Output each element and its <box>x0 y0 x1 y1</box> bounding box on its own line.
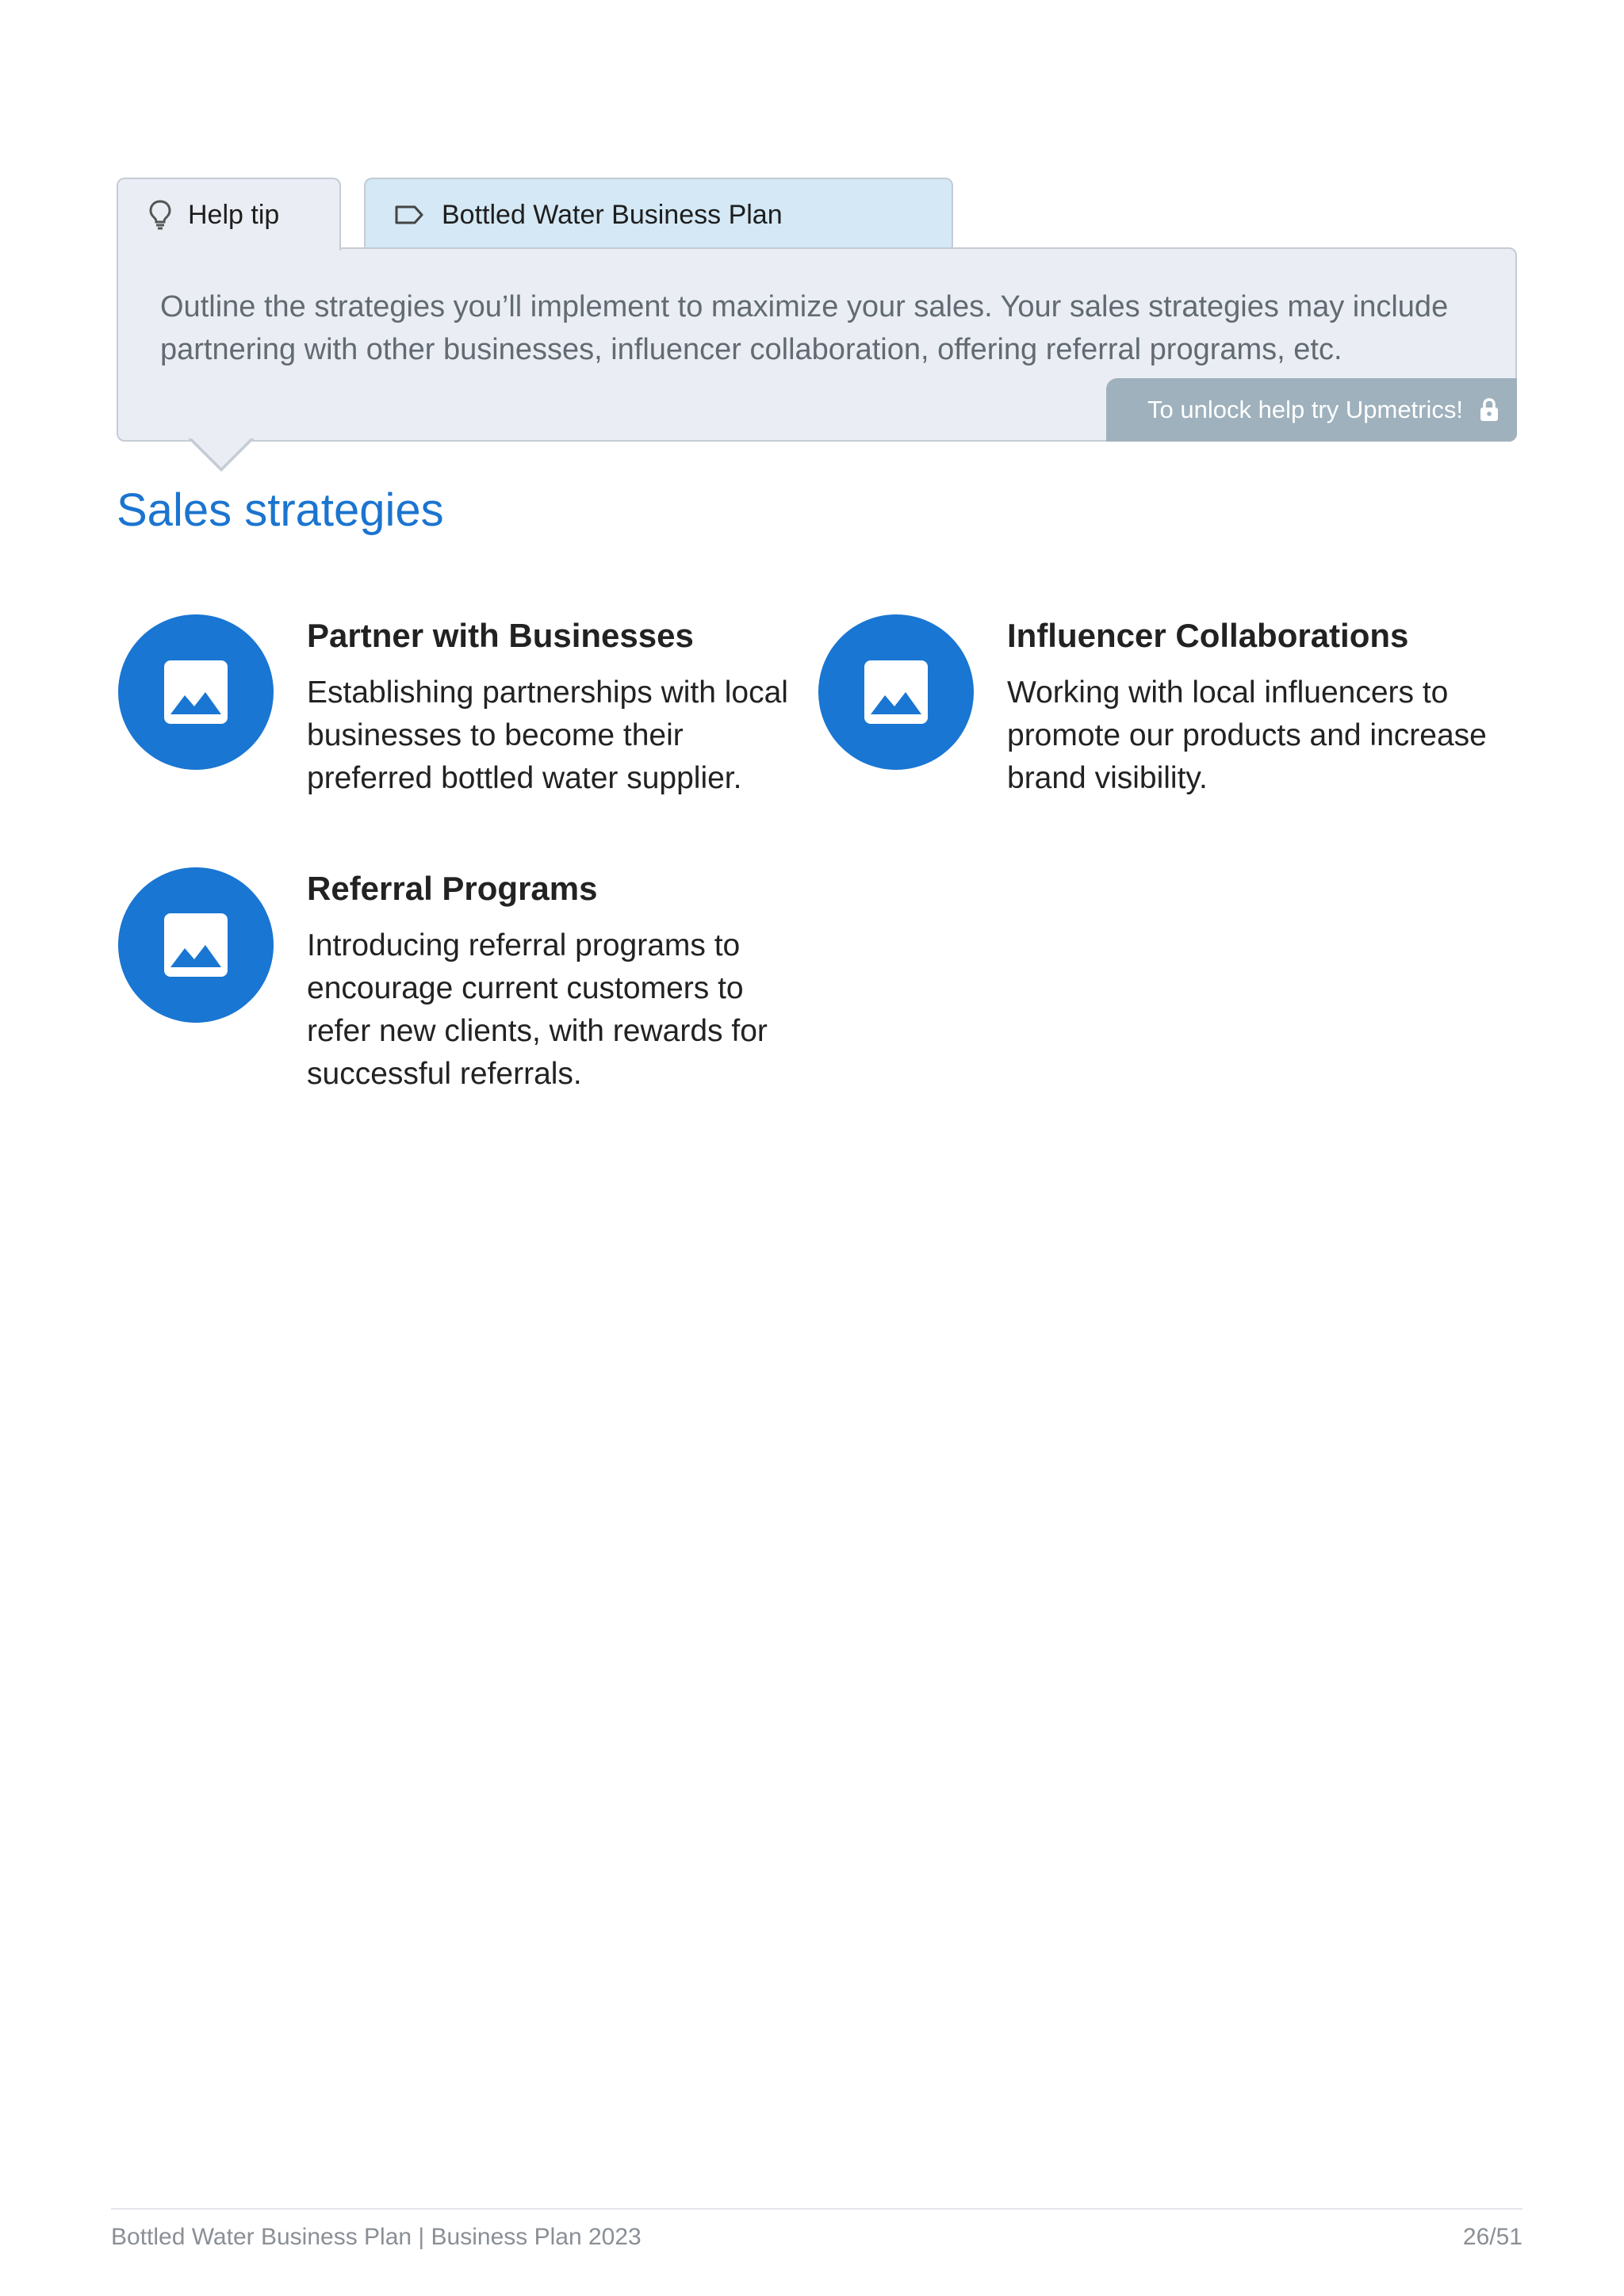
image-icon <box>863 659 929 725</box>
strategy-image-placeholder <box>118 867 274 1023</box>
image-icon <box>163 659 229 725</box>
image-icon <box>163 912 229 978</box>
strategy-title: Influencer Collaborations <box>1007 617 1409 654</box>
help-panel-pointer-fill <box>190 437 252 468</box>
unlock-help-button[interactable] <box>1106 378 1517 442</box>
tab-business-plan-label: Bottled Water Business Plan <box>442 199 783 230</box>
help-tabs <box>117 178 846 249</box>
tab-help-tip-label: Help tip <box>188 199 280 230</box>
footer-page-number: 26/51 <box>1462 2224 1522 2250</box>
section-title: Sales strategies <box>117 484 444 536</box>
footer-divider <box>111 2208 1522 2210</box>
help-tip-panel <box>117 247 1517 442</box>
unlock-help-label: To unlock help try Upmetrics! <box>1147 396 1463 423</box>
strategy-description: Working with local influencers to promote our products and increase brand visibility. <box>1007 675 1487 795</box>
tab-business-plan[interactable] <box>364 178 953 251</box>
strategy-image-placeholder <box>118 614 274 770</box>
strategy-title: Referral Programs <box>307 870 598 907</box>
footer-document-title: Bottled Water Business Plan | Business Plan 2023 <box>111 2224 642 2250</box>
tag-icon <box>394 205 424 225</box>
strategy-description: Establishing partnerships with local businesses to become their preferred bottled water supplier. <box>307 675 788 795</box>
tab-help-tip[interactable] <box>117 178 341 251</box>
strategy-image-placeholder <box>818 614 974 770</box>
strategy-description: Introducing referral programs to encourage current customers to refer new clients, with rewards for successful referrals. <box>307 928 768 1091</box>
lightbulb-icon <box>148 199 172 231</box>
strategy-title: Partner with Businesses <box>307 617 694 654</box>
help-tip-text: Outline the strategies you’ll implement to maximize your sales. Your sales strategies may include partnering with other businesses, influencer collaboration, offering referral programs, etc. <box>160 290 1449 366</box>
lock-icon <box>1479 397 1500 423</box>
